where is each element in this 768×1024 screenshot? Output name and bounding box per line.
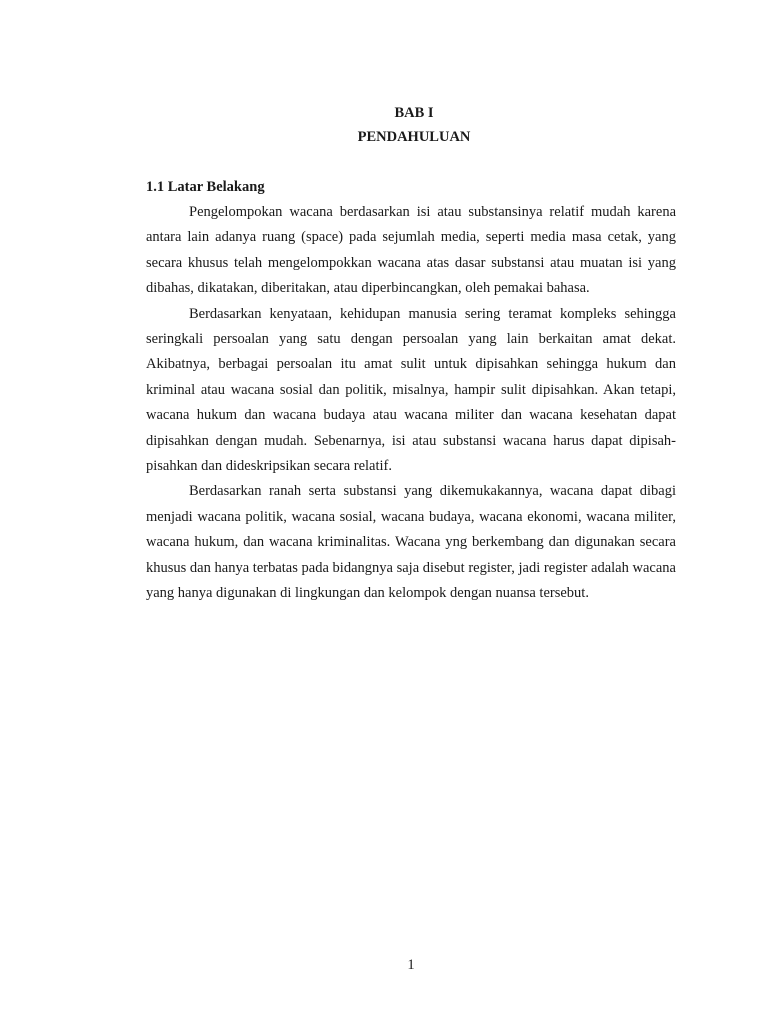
paragraph-2: Berdasarkan kenyataan, kehidupan manusia sering teramat kompleks sehingga seringkali persoalan yang satu dengan persoalan yang lain berkaitan amat dekat. Akibatnya, berbagai persoalan itu amat sulit untuk dipisahkan sehingga hukum dan kriminal atau wacana sosial dan politik, misalnya, hampir sulit dipisahkan. Akan tetapi, wacana hukum dan wacana budaya atau wacana militer dan wacana kesehatan dapat dipisahkan dengan mudah. Sebenarnya, isi atau substansi wacana harus dapat dipisah-pisahkan dan dideskripsikan secara relatif. [146, 305, 676, 475]
chapter-title: PENDAHULUAN [357, 129, 471, 145]
chapter-heading: BAB I [394, 105, 434, 121]
paragraph-3: Berdasarkan ranah serta substansi yang dikemukakannya, wacana dapat dibagi menjadi wacana politik, wacana sosial, wacana budaya, wacana ekonomi, wacana militer, wacana hukum, dan wacana kriminalitas. Wacana yng berkembang dan digunakan secara khusus dan hanya terbatas pada bidangnya saja disebut register, jadi register adalah wacana yang hanya digunakan di lingkungan dan kelompok dengan nuansa tersebut. [146, 483, 676, 602]
paragraph-1: Pengelompokan wacana berdasarkan isi atau substansinya relatif mudah karena antara lain adanya ruang (space) pada sejumlah media, seperti media masa cetak, yang secara khusus telah mengelompokkan wacana atas dasar substansi atau muatan isi yang dibahas, dikatakan, diberitakan, atau diperbincangkan, oleh pemakai bahasa. [146, 204, 676, 297]
page-number: 1 [407, 957, 415, 973]
section-title: 1.1 Latar Belakang [146, 179, 265, 195]
body-text [146, 200, 676, 607]
